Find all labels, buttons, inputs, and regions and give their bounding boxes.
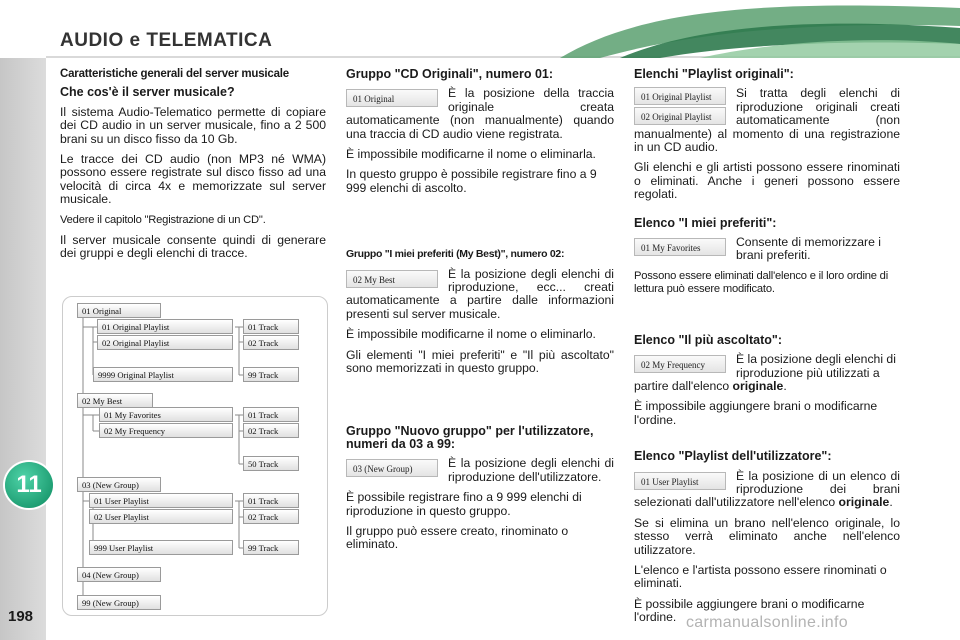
paragraph: Si tratta degli elenchi di riproduzione originali creati automaticamente (non manualmente) al momento di una registrazione in un CD audio. <box>634 86 900 155</box>
section-title: Caratteristiche generali del server musicale <box>60 68 289 80</box>
sidebar-strip <box>0 58 46 640</box>
paragraph: È la posizione della traccia originale creata automaticamente (non manualmente) quando una traccia di CD audio viene registrata. <box>346 86 614 141</box>
page-title: AUDIO e TELEMATICA <box>60 30 273 51</box>
list-1-tags <box>634 87 726 125</box>
diagram-playlist-label: 02 User Playlist <box>89 509 233 524</box>
diagram-group-label: 99 (New Group) <box>77 595 161 610</box>
diagram-track-label: 50 Track <box>243 456 299 471</box>
diagram-group-label: 02 My Best <box>77 393 153 408</box>
list-3-title: Elenco "Il più ascoltato": <box>634 332 782 347</box>
paragraph: È possibile registrare fino a 9 999 elenchi di riproduzione in questo gruppo. <box>346 490 582 518</box>
group-3-tag: 03 (New Group) <box>346 459 438 477</box>
list-1-title: Elenchi "Playlist originali": <box>634 67 794 81</box>
server-structure-diagram <box>62 296 328 616</box>
paragraph: Le tracce dei CD audio (non MP3 né WMA) possono essere registrate sul disco fisso ad una velocità di circa 4x e memorizzate sul server musicale. <box>60 152 326 207</box>
list-1-tag: 02 Original Playlist <box>634 107 726 125</box>
paragraph: È impossibile modificarne il nome o eliminarlo. <box>346 327 596 342</box>
diagram-track-label: 02 Track <box>243 423 299 438</box>
question-title: Che cos'è il server musicale? <box>60 85 235 100</box>
diagram-track-label: 99 Track <box>243 540 299 555</box>
paragraph: Se si elimina un brano nell'elenco originale, lo stesso verrà eliminato anche nell'elenco utilizzatore. <box>634 515 900 557</box>
diagram-group-label: 04 (New Group) <box>77 567 161 582</box>
paragraph: L'elenco e l'artista possono essere rinominati o eliminati. <box>634 562 887 591</box>
diagram-track-label: 02 Track <box>243 335 299 350</box>
column-2 <box>346 68 614 559</box>
emphasis-text: originale <box>732 378 784 393</box>
group-2-tag: 02 My Best <box>346 270 438 288</box>
diagram-playlist-label: 02 Original Playlist <box>97 335 233 350</box>
watermark-text: carmanualsonline.info <box>686 614 848 631</box>
page-header <box>0 0 960 58</box>
diagram-track-label: 01 Track <box>243 407 299 422</box>
diagram-group-label: 01 Original <box>77 303 161 318</box>
paragraph: Gli elenchi e gli artisti possono essere rinominati o eliminati. Anche i generi possono essere regolati. <box>634 160 900 202</box>
list-3-tag: 02 My Frequency <box>634 355 726 373</box>
paragraph: È la posizione degli elenchi di riproduzione, ecc... creati automaticamente a partire dalle informazioni presenti sul server musicale. <box>346 266 614 321</box>
diagram-playlist-label: 01 My Favorites <box>99 407 233 422</box>
paragraph: Gli elementi "I miei preferiti" e "Il più ascoltato" sono memorizzati in questo gruppo. <box>346 347 614 376</box>
group-1-title: Gruppo "CD Originali", numero 01: <box>346 67 554 81</box>
emphasis-text: originale <box>838 495 890 510</box>
list-2-tag: 01 My Favorites <box>634 238 726 256</box>
group-2-title: Gruppo "I miei preferiti (My Best)", numero 02: <box>346 248 565 261</box>
paragraph: È impossibile modificarne il nome o eliminarla. <box>346 147 596 162</box>
diagram-group-label: 03 (New Group) <box>77 477 161 492</box>
column-1 <box>60 68 326 268</box>
group-1-tag: 01 Original <box>346 89 438 107</box>
paragraph: Il sistema Audio-Telematico permette di copiare dei CD audio in un server musicale, fino a 2 500 brani su un disco fisso da 10 Gb. <box>60 104 326 146</box>
diagram-playlist-label: 999 User Playlist <box>89 540 233 555</box>
column-3 <box>634 68 900 632</box>
diagram-track-label: 99 Track <box>243 367 299 382</box>
paragraph-text: . <box>783 378 787 393</box>
chapter-badge: 11 <box>5 462 53 508</box>
page-number: 198 <box>8 608 34 625</box>
diagram-track-label: 02 Track <box>243 509 299 524</box>
diagram-playlist-label: 02 My Frequency <box>99 423 233 438</box>
paragraph-text: . <box>889 495 893 510</box>
list-4-tag: 01 User Playlist <box>634 472 726 490</box>
diagram-track-label: 01 Track <box>243 319 299 334</box>
list-1-tag: 01 Original Playlist <box>634 87 726 105</box>
diagram-track-label: 01 Track <box>243 493 299 508</box>
paragraph: È possibile aggiungere brani o modificarne l'ordine. <box>634 596 865 625</box>
list-4-title: Elenco "Playlist dell'utilizzatore": <box>634 449 832 464</box>
paragraph: Il gruppo può essere creato, rinominato o eliminato. <box>346 523 569 552</box>
paragraph: Consente di memorizzare i brani preferiti. <box>736 235 881 263</box>
paragraph: Il server musicale consente quindi di generare dei gruppi e degli elenchi di tracce. <box>60 233 326 261</box>
leaf-decoration-icon <box>0 0 960 58</box>
paragraph: In questo gruppo è possibile registrare fino a 9 999 elenchi di ascolto. <box>346 167 597 195</box>
paragraph: È la posizione degli elenchi di riproduzione dell'utilizzatore. <box>448 456 614 484</box>
diagram-playlist-label: 01 User Playlist <box>89 493 233 508</box>
diagram-playlist-label: 01 Original Playlist <box>97 319 233 334</box>
paragraph: Possono essere eliminati dall'elenco e il loro ordine di lettura può essere modificato. <box>634 269 888 296</box>
list-2-title: Elenco "I miei preferiti": <box>634 215 777 230</box>
diagram-playlist-label: 9999 Original Playlist <box>93 367 233 382</box>
paragraph-text: È la posizione di un elenco di riproduzione dei brani selezionati dall'utilizzatore nell'elenco <box>634 468 900 510</box>
group-3-title: Gruppo "Nuovo gruppo" per l'utilizzatore, numeri da 03 a 99: <box>346 423 594 451</box>
paragraph-text: È la posizione degli elenchi di riproduzione più utilizzati a partire dall'elenco <box>634 352 896 393</box>
paragraph: È impossibile aggiungere brani o modificarne l'ordine. <box>634 399 878 427</box>
chapter-reference: Vedere il capitolo "Registrazione di un CD". <box>60 213 266 226</box>
